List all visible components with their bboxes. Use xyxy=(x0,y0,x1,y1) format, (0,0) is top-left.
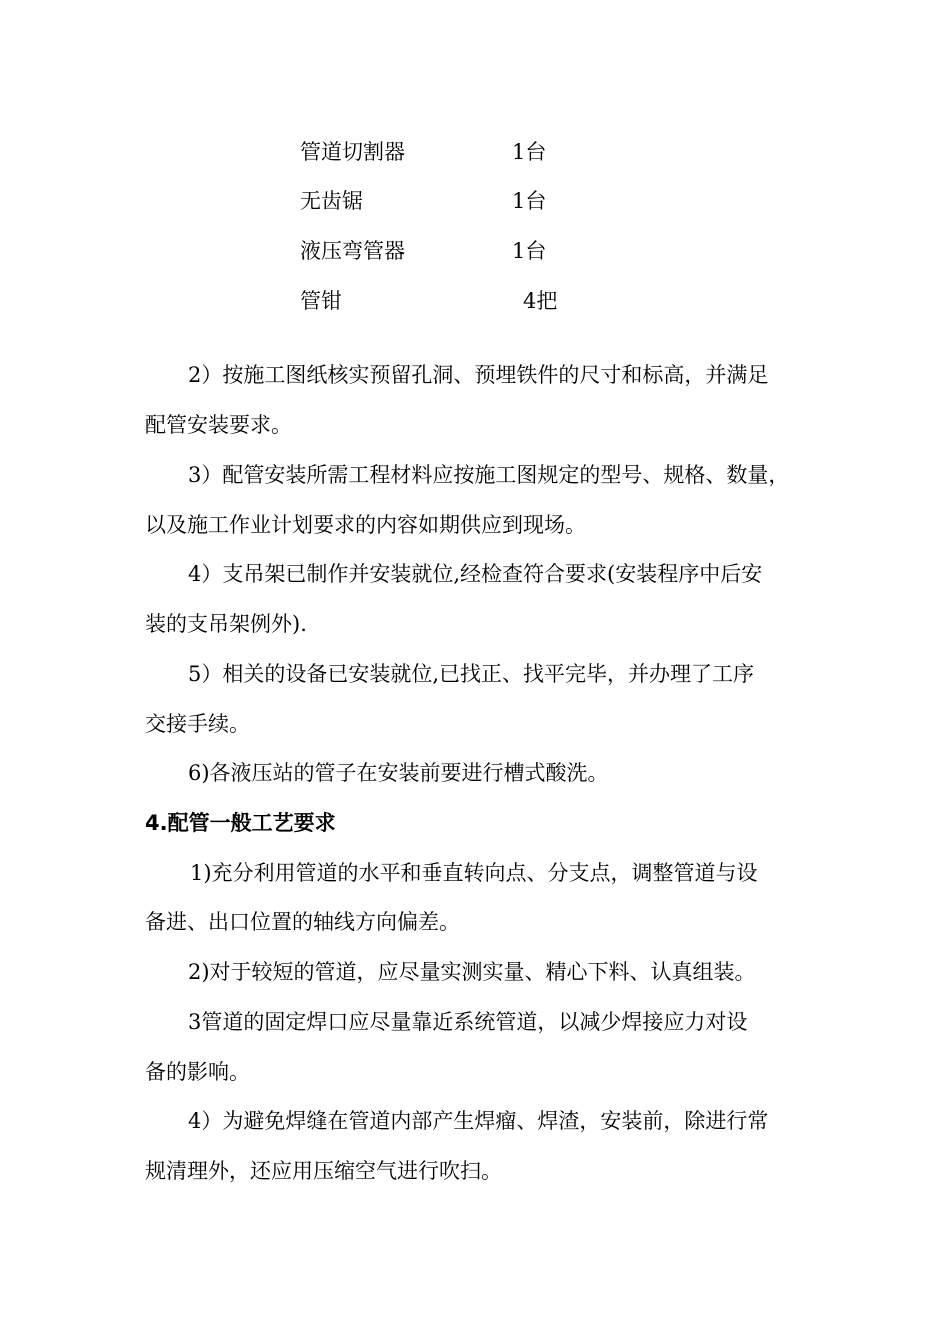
tool-quantity: 1台 xyxy=(512,189,547,213)
paragraph-line: 3管道的固定焊口应尽量靠近系统管道，以减少焊接应力对设 xyxy=(188,1010,748,1034)
paragraph-line: 5）相关的设备已安装就位,已找正、找平完毕，并办理了工序 xyxy=(188,662,755,686)
paragraph-line: 规清理外，还应用压缩空气进行吹扫。 xyxy=(145,1159,502,1183)
paragraph-line: 装的支吊架例外). xyxy=(145,612,307,636)
tool-name: 管道切割器 xyxy=(300,140,405,164)
paragraph-line: 3）配管安装所需工程材料应按施工图规定的型号、规格、数量， xyxy=(188,463,790,487)
tool-name: 液压弯管器 xyxy=(300,239,405,263)
tool-quantity: 1台 xyxy=(512,239,547,263)
paragraph-line: 配管安装要求。 xyxy=(145,413,292,437)
paragraph-line: 备的影响。 xyxy=(145,1060,250,1084)
tool-name: 管钳 xyxy=(300,289,342,313)
paragraph-line: 备进、出口位置的轴线方向偏差。 xyxy=(145,910,460,934)
section-heading: 4.配管一般工艺要求 xyxy=(145,811,336,835)
tool-name: 无齿锯 xyxy=(300,189,363,213)
paragraph-line: 4）为避免焊缝在管道内部产生焊瘤、焊渣，安装前，除进行常 xyxy=(188,1109,769,1133)
paragraph-line: 交接手续。 xyxy=(145,712,250,736)
tool-quantity: 4把 xyxy=(523,289,558,313)
paragraph-line: 6)各液压站的管子在安装前要进行槽式酸洗。 xyxy=(188,761,609,785)
paragraph-line: 1)充分利用管道的水平和垂直转向点、分支点，调整管道与设 xyxy=(190,861,758,885)
paragraph-line: 4）支吊架已制作并安装就位,经检查符合要求(安装程序中后安 xyxy=(188,562,763,586)
paragraph-line: 以及施工作业计划要求的内容如期供应到现场。 xyxy=(145,513,586,537)
tool-quantity: 1台 xyxy=(512,140,547,164)
paragraph-line: 2)对于较短的管道，应尽量实测实量、精心下料、认真组装。 xyxy=(188,960,756,984)
paragraph-line: 2）按施工图纸核实预留孔洞、预埋铁件的尺寸和标高，并满足 xyxy=(188,363,769,387)
